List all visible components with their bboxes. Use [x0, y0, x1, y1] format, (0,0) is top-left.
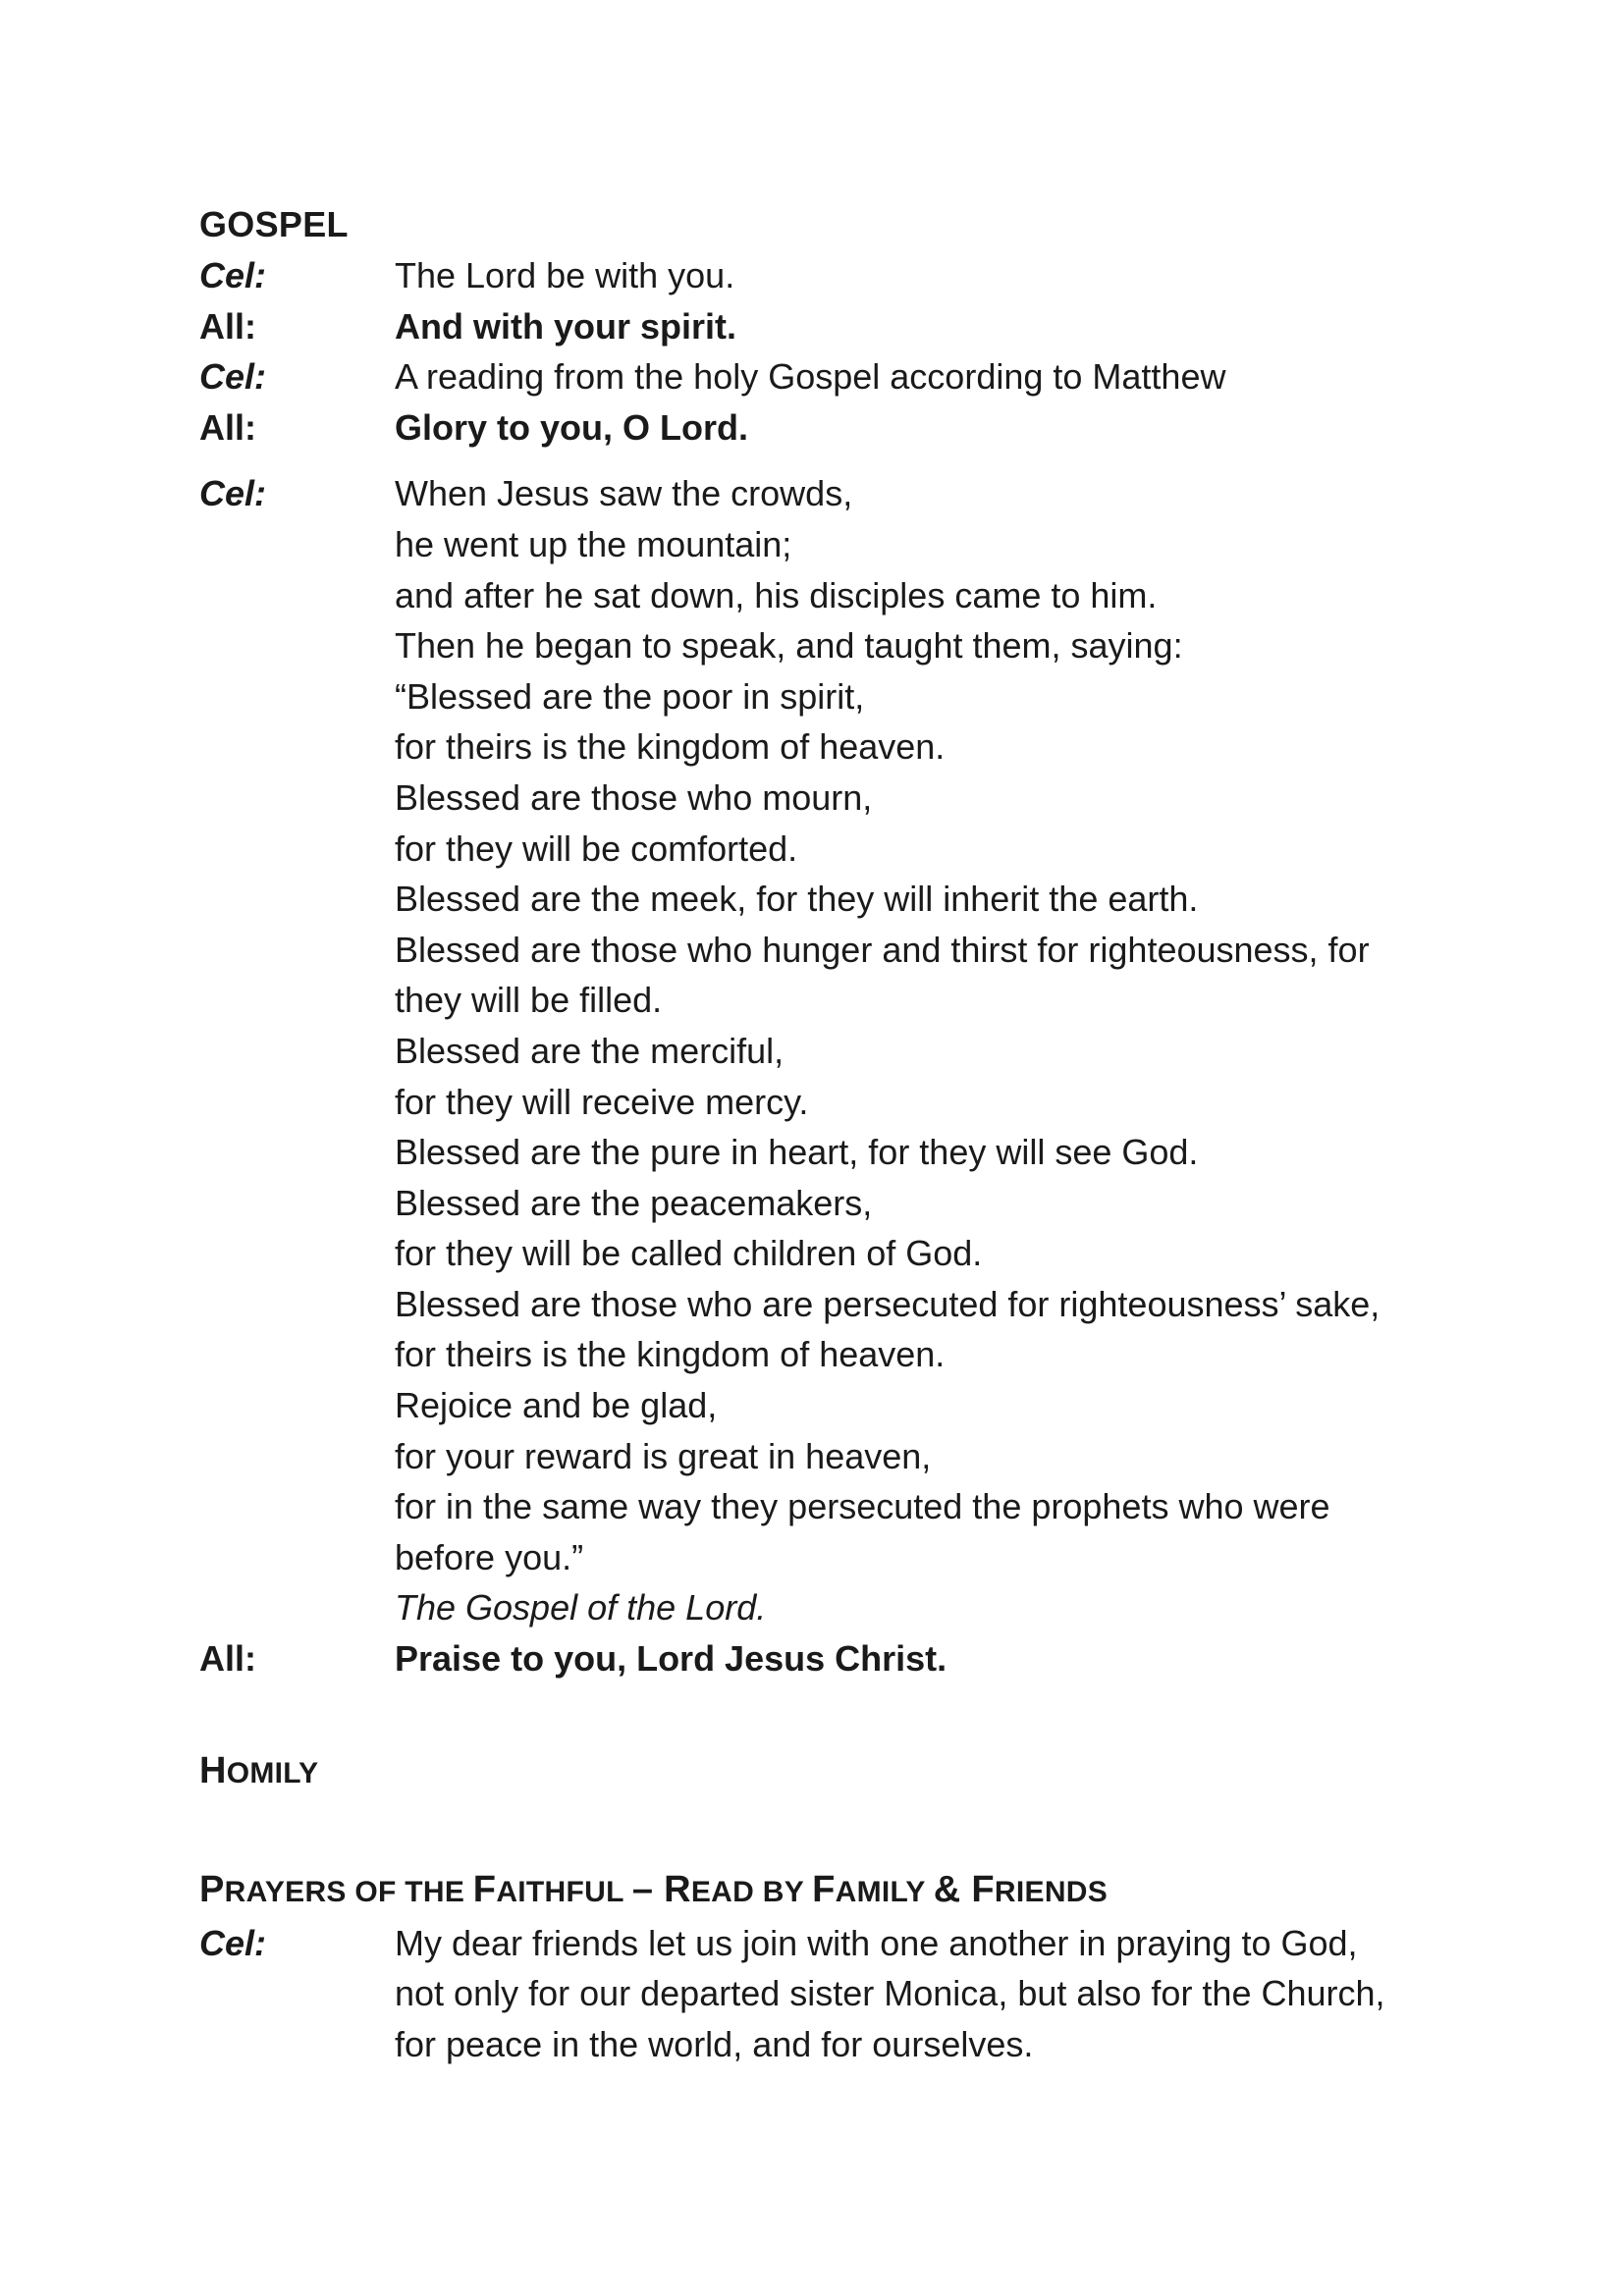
gospel-reading [199, 468, 1476, 1633]
reading-line: Blessed are those who mourn, [395, 776, 873, 818]
reading-line: Blessed are the merciful, [395, 1030, 785, 1071]
prayers-line: not only for our departed sister Monica, but also for the Church, [395, 1973, 1385, 2014]
reading-line: they will be filled. [395, 980, 663, 1021]
prayers-intro [199, 1918, 1476, 2070]
prayers-text [395, 1918, 1476, 2070]
speaker-label: All: [199, 1638, 256, 1680]
reading-line: for theirs is the kingdom of heaven. [395, 726, 946, 768]
reading-line: Blessed are those who hunger and thirst for righteousness, for [395, 929, 1370, 970]
reading-line: Blessed are the peacemakers, [395, 1182, 873, 1223]
prayers-line: for peace in the world, and for ourselves. [395, 2023, 1034, 2064]
reading-line: When Jesus saw the crowds, [395, 473, 853, 514]
gospel-response [199, 1633, 1476, 1684]
reading-line: and after he sat down, his disciples came to him. [395, 574, 1158, 615]
reading-text [395, 468, 1476, 1633]
dialogue-text: Glory to you, O Lord. [395, 406, 748, 448]
reading-line: Then he began to speak, and taught them, saying: [395, 625, 1183, 667]
reading-line: before you.” [395, 1536, 584, 1577]
dialogue-text: The Lord be with you. [395, 255, 735, 295]
reading-closing: The Gospel of the Lord. [395, 1587, 767, 1629]
reading-line: for they will be called children of God. [395, 1233, 983, 1274]
dialogue-row [199, 351, 1476, 402]
homily-heading: HOMILY [199, 1749, 319, 1791]
speaker-label: Cel: [199, 356, 267, 398]
dialogue-text: And with your spirit. [395, 305, 736, 347]
gospel-heading: GOSPEL [199, 204, 349, 244]
response-text: Praise to you, Lord Jesus Christ. [395, 1638, 947, 1680]
gospel-dialogue [199, 250, 1476, 453]
speaker-label: Cel: [199, 255, 267, 295]
reading-line: Blessed are those who are persecuted for righteousness’ sake, [395, 1283, 1380, 1324]
prayers-heading: PRAYERS OF THE FAITHFUL – READ BY FAMILY & FRIENDS [199, 1868, 1109, 1910]
speaker-label: Cel: [199, 1922, 267, 1963]
speaker-label: All: [199, 406, 256, 448]
reading-line: for theirs is the kingdom of heaven. [395, 1334, 946, 1375]
dialogue-text: A reading from the holy Gospel according to Matthew [395, 356, 1226, 398]
dialogue-row [199, 301, 1476, 352]
reading-line: he went up the mountain; [395, 523, 792, 564]
reading-line: “Blessed are the poor in spirit, [395, 675, 865, 717]
reading-line: for in the same way they persecuted the prophets who were [395, 1486, 1330, 1527]
speaker-label: Cel: [199, 473, 267, 514]
reading-line: Rejoice and be glad, [395, 1385, 718, 1426]
speaker-label: All: [199, 305, 256, 347]
reading-line: for they will receive mercy. [395, 1081, 809, 1122]
prayers-line: My dear friends let us join with one another in praying to God, [395, 1922, 1358, 1963]
reading-line: Blessed are the pure in heart, for they will see God. [395, 1132, 1199, 1173]
reading-line: for your reward is great in heaven, [395, 1435, 932, 1476]
liturgy-page [199, 199, 1476, 2069]
reading-line: for they will be comforted. [395, 828, 798, 869]
dialogue-row [199, 402, 1476, 454]
reading-line: Blessed are the meek, for they will inherit the earth. [395, 879, 1199, 920]
dialogue-row [199, 250, 1476, 301]
